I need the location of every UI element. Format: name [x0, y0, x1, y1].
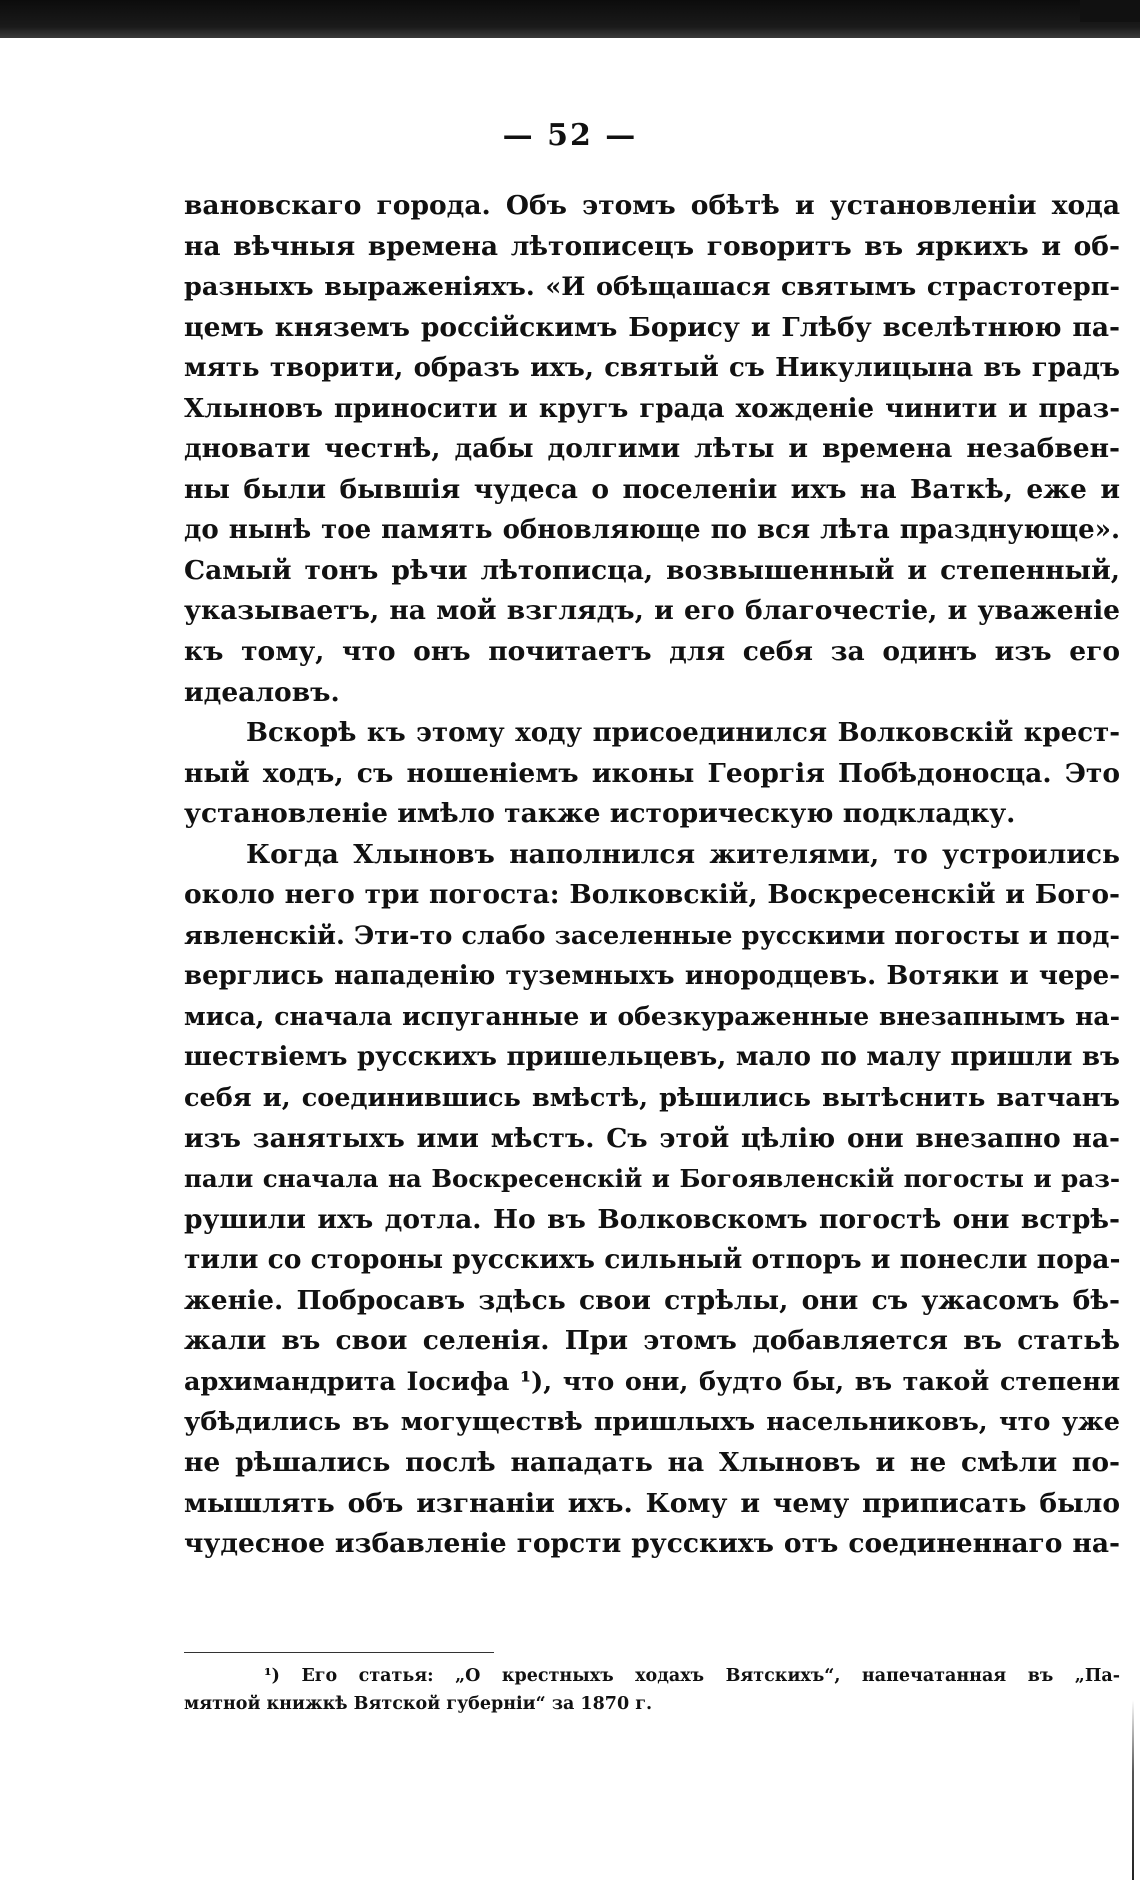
text-line: чудесное избавленіе горсти русскихъ отъ соединеннаго на- — [184, 1528, 1120, 1560]
text-line: убѣдились въ могуществѣ пришлыхъ насельниковъ, что уже — [184, 1407, 1120, 1438]
paragraph-start-line: Вскорѣ къ этому ходу присоединился Волковскій крест- — [246, 718, 1120, 749]
paragraph-start-line: Когда Хлыновъ наполнился жителями, то устроились — [246, 838, 1120, 870]
text-line: до нынѣ тое память обновляюще по вся лѣта празднующе». — [184, 515, 1120, 546]
text-line: себя и, соединившись вмѣстѣ, рѣшились вытѣснить ватчанъ — [184, 1083, 1120, 1114]
text-line: къ тому, что онъ почитаетъ для себя за одинъ изъ его — [184, 636, 1120, 668]
text-line: изъ занятыхъ ими мѣстъ. Съ этой цѣлію они внезапно на- — [184, 1122, 1120, 1154]
scan-top-edge — [0, 0, 1140, 38]
body-text — [184, 186, 1120, 1565]
text-line: жали въ свои селенія. При этомъ добавляется въ статьѣ — [184, 1325, 1120, 1357]
text-line: архимандрита Іосифа ¹), что они, будто бы, въ такой степени — [184, 1366, 1120, 1397]
text-line: верглись нападенію туземныхъ инородцевъ. Вотяки и чере- — [184, 961, 1120, 992]
text-line: женіе. Побросавъ здѣсь свои стрѣлы, они съ ужасомъ бѣ- — [184, 1284, 1120, 1316]
text-line: рушили ихъ дотла. Но въ Волковскомъ погостѣ они встрѣ- — [184, 1203, 1120, 1235]
text-line: мять творити, образъ ихъ, святый съ Никулицына въ градъ — [184, 353, 1120, 384]
text-line: указываетъ, на мой взглядъ, и его благочестіе, и уваженіе — [184, 595, 1120, 627]
text-line: пали сначала на Воскресенскій и Богоявленскій погосты и раз- — [184, 1164, 1120, 1194]
text-line: цемъ княземъ россійскимъ Борису и Глѣбу вселѣтнюю па- — [184, 311, 1120, 343]
text-line: мышлять объ изгнаніи ихъ. Кому и чему приписать было — [184, 1487, 1120, 1519]
text-line: не рѣшались послѣ нападать на Хлыновъ и не смѣли по- — [184, 1446, 1120, 1478]
footnote-divider — [184, 1652, 494, 1653]
text-line: Самый тонъ рѣчи лѣтописца, возвышенный и степенный, — [184, 554, 1120, 586]
text-line: около него три погоста: Волковскій, Воскресенскій и Бого- — [184, 879, 1120, 911]
text-line: ный ходъ, съ ношеніемъ иконы Георгія Побѣдоносца. Это — [184, 757, 1120, 789]
footnote-line: ¹) Его статья: „О крестныхъ ходахъ Вятскихъ“, напечатанная въ „Па- — [264, 1666, 1120, 1686]
text-line: дновати честнѣ, дабы долгими лѣты и времена незабвен- — [184, 433, 1120, 465]
text-line: тили со стороны русскихъ сильный отпоръ и понесли пора- — [184, 1244, 1121, 1276]
text-line: идеаловъ. — [184, 676, 340, 708]
text-line: вановскаго города. Объ этомъ обѣтѣ и установленіи хода — [184, 190, 1120, 221]
text-line: Хлыновъ приносити и кругъ града хожденіе чинити и праз- — [184, 393, 1120, 424]
footnote — [184, 1662, 1120, 1718]
footnote-line: мятной книжкѣ Вятской губерніи“ за 1870 г. — [184, 1694, 653, 1714]
text-line: шествіемъ русскихъ пришельцевъ, мало по малу пришли въ — [184, 1042, 1120, 1073]
text-line: явленскій. Эти-то слабо заселенные русскими погосты и под- — [184, 920, 1120, 951]
text-line: установленіе имѣло также историческую подкладку. — [184, 798, 1016, 830]
scan-top-edge-tail — [1080, 0, 1140, 22]
text-line: ны были бывшія чудеса о поселеніи ихъ на Ваткѣ, еже и — [184, 473, 1120, 505]
page-number: — 52 — — [502, 118, 638, 153]
text-line: миса, сначала испуганные и обезкураженные внезапнымъ на- — [184, 1001, 1120, 1031]
scan-right-edge — [1132, 1700, 1134, 1880]
text-line: на вѣчныя времена лѣтописецъ говоритъ въ яркихъ и об- — [184, 230, 1120, 262]
text-line: разныхъ выраженіяхъ. «И обѣщашася святымъ страстотерп- — [184, 272, 1120, 303]
